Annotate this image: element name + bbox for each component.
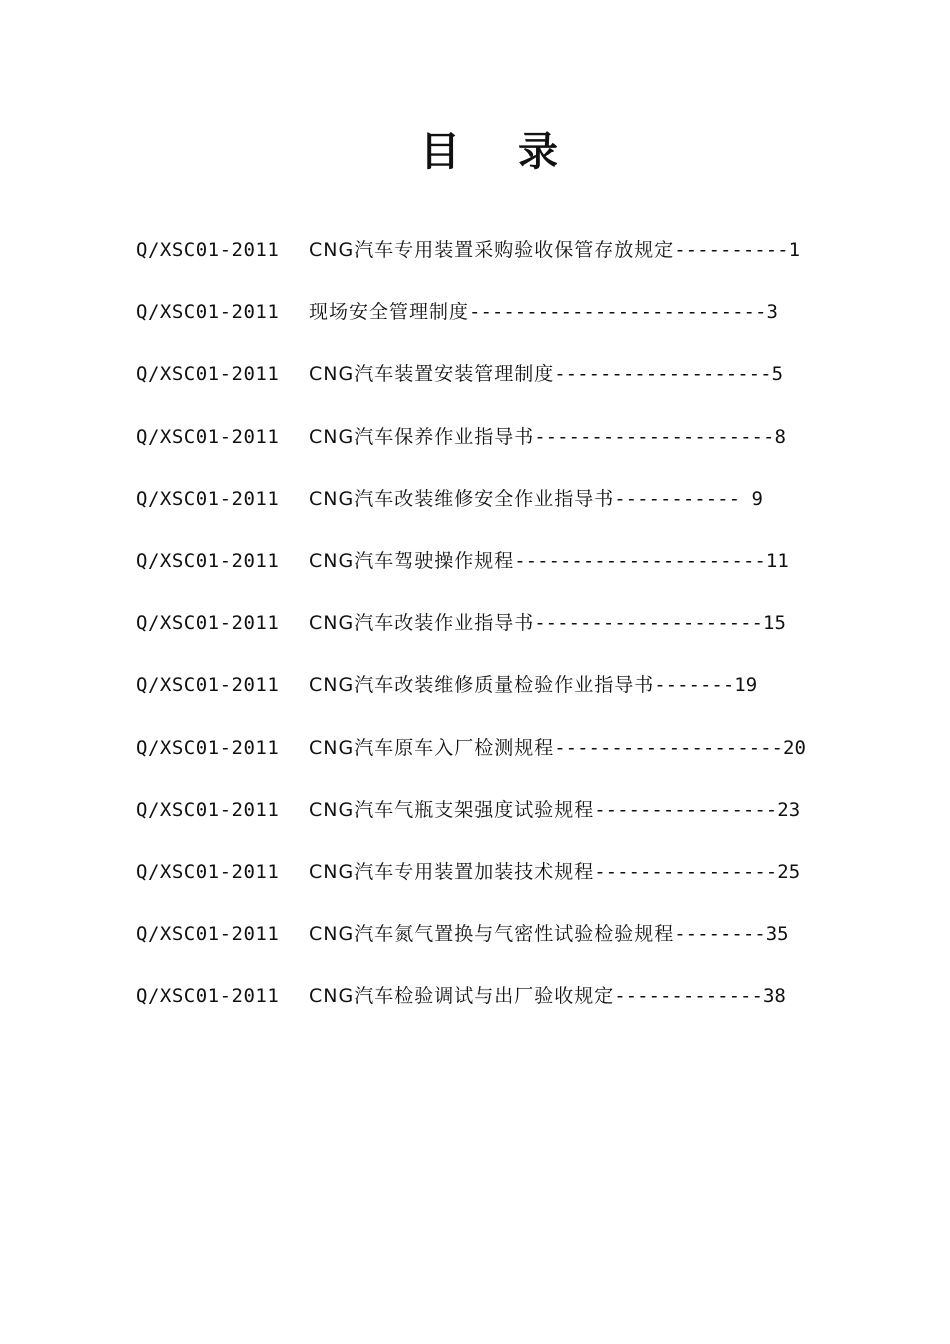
toc-entry-page: 11	[765, 549, 789, 572]
toc-entry-title: CNG汽车改装维修安全作业指导书	[309, 487, 615, 510]
toc-entry	[136, 294, 856, 356]
toc-entry-page: 23	[777, 798, 801, 821]
toc-entry-leader: --------------------	[554, 736, 783, 759]
toc-entry-line	[309, 298, 778, 326]
toc-entry-page: 3	[766, 301, 778, 324]
toc-entry-leader: --------------------	[534, 612, 763, 635]
toc-entry-code: Q/XSC01-2011	[136, 425, 280, 448]
toc-entry-leader: ----------------------	[514, 549, 766, 572]
toc-entry-leader: --------	[674, 923, 766, 946]
toc-entry-line	[309, 236, 800, 264]
toc-entry-leader: -----------	[614, 487, 752, 510]
toc-entry-line	[309, 609, 786, 637]
toc-entry-page: 25	[777, 860, 801, 883]
toc-entry-line	[309, 485, 763, 513]
toc-entry-page: 35	[765, 923, 789, 946]
toc-entry-leader: -------	[654, 674, 735, 697]
toc-entry-code: Q/XSC01-2011	[136, 798, 280, 821]
toc-entry-page: 20	[783, 736, 806, 759]
toc-entry-page: 8	[774, 425, 786, 448]
toc-entry-leader: -------------	[614, 985, 763, 1008]
toc-entry	[136, 419, 856, 481]
toc-entry-page: 1	[788, 239, 801, 261]
toc-entry-leader: ----------------	[594, 798, 778, 821]
toc-entry-leader: --------------------------	[469, 301, 767, 324]
toc-entry-title: 现场安全管理制度	[309, 301, 470, 324]
toc-entry-title: CNG汽车改装维修质量检验作业指导书	[309, 674, 655, 697]
toc-entry-line	[309, 671, 757, 699]
toc-entry	[136, 356, 856, 418]
toc-entry	[136, 730, 856, 792]
toc-entry	[136, 605, 856, 667]
toc-entry	[136, 916, 856, 978]
toc-entry-code: Q/XSC01-2011	[136, 736, 280, 759]
toc-entry-page: 15	[763, 612, 786, 635]
toc-entry-page: 9	[751, 487, 763, 510]
toc-entry-line	[309, 858, 800, 886]
toc-entry-page: 5	[771, 363, 784, 386]
toc-entry-code: Q/XSC01-2011	[136, 549, 280, 572]
toc-entry-code: Q/XSC01-2011	[136, 860, 280, 883]
toc-entry-line	[309, 796, 800, 824]
toc-entry-code: Q/XSC01-2011	[136, 487, 280, 510]
toc-entry-line	[309, 982, 786, 1010]
toc-entry-title: CNG汽车保养作业指导书	[309, 425, 535, 448]
toc-entry-title: CNG汽车专用装置加装技术规程	[309, 860, 595, 883]
toc-entry-title: CNG汽车装置安装管理制度	[309, 363, 555, 386]
toc-entry	[136, 232, 856, 294]
table-of-contents	[136, 232, 856, 1040]
toc-entry-code: Q/XSC01-2011	[136, 674, 280, 697]
toc-entry-title: CNG汽车改装作业指导书	[309, 612, 535, 635]
toc-entry-line	[309, 547, 789, 575]
toc-entry	[136, 978, 856, 1040]
toc-entry-code: Q/XSC01-2011	[136, 363, 280, 386]
toc-entry	[136, 792, 856, 854]
toc-entry-code: Q/XSC01-2011	[136, 923, 280, 946]
toc-entry-leader: ---------------------	[534, 425, 775, 448]
toc-entry-line	[309, 360, 783, 388]
toc-entry	[136, 481, 856, 543]
page-title: 目 录	[420, 129, 580, 175]
toc-entry-code: Q/XSC01-2011	[136, 985, 280, 1008]
toc-entry-title: CNG汽车检验调试与出厂验收规定	[309, 985, 615, 1008]
toc-entry	[136, 667, 856, 729]
toc-entry-page: 38	[762, 985, 786, 1008]
toc-entry-line	[309, 920, 789, 948]
toc-entry	[136, 854, 856, 916]
toc-entry-leader: ----------	[674, 239, 789, 261]
toc-entry-title: CNG汽车驾驶操作规程	[309, 549, 515, 572]
toc-entry-title: CNG汽车氮气置换与气密性试验检验规程	[309, 923, 675, 946]
toc-entry-line	[309, 423, 786, 451]
toc-entry-leader: ----------------	[594, 860, 778, 883]
toc-entry	[136, 543, 856, 605]
toc-entry-code: Q/XSC01-2011	[136, 612, 280, 635]
toc-entry-page: 19	[734, 674, 758, 697]
toc-entry-code: Q/XSC01-2011	[136, 301, 280, 324]
toc-entry-leader: -------------------	[554, 363, 772, 386]
toc-entry-title: CNG汽车气瓶支架强度试验规程	[309, 798, 595, 821]
toc-entry-code: Q/XSC01-2011	[136, 239, 280, 261]
toc-entry-line	[309, 734, 806, 762]
toc-entry-title: CNG汽车原车入厂检测规程	[309, 736, 555, 759]
toc-entry-title: CNG汽车专用装置采购验收保管存放规定	[309, 239, 675, 261]
